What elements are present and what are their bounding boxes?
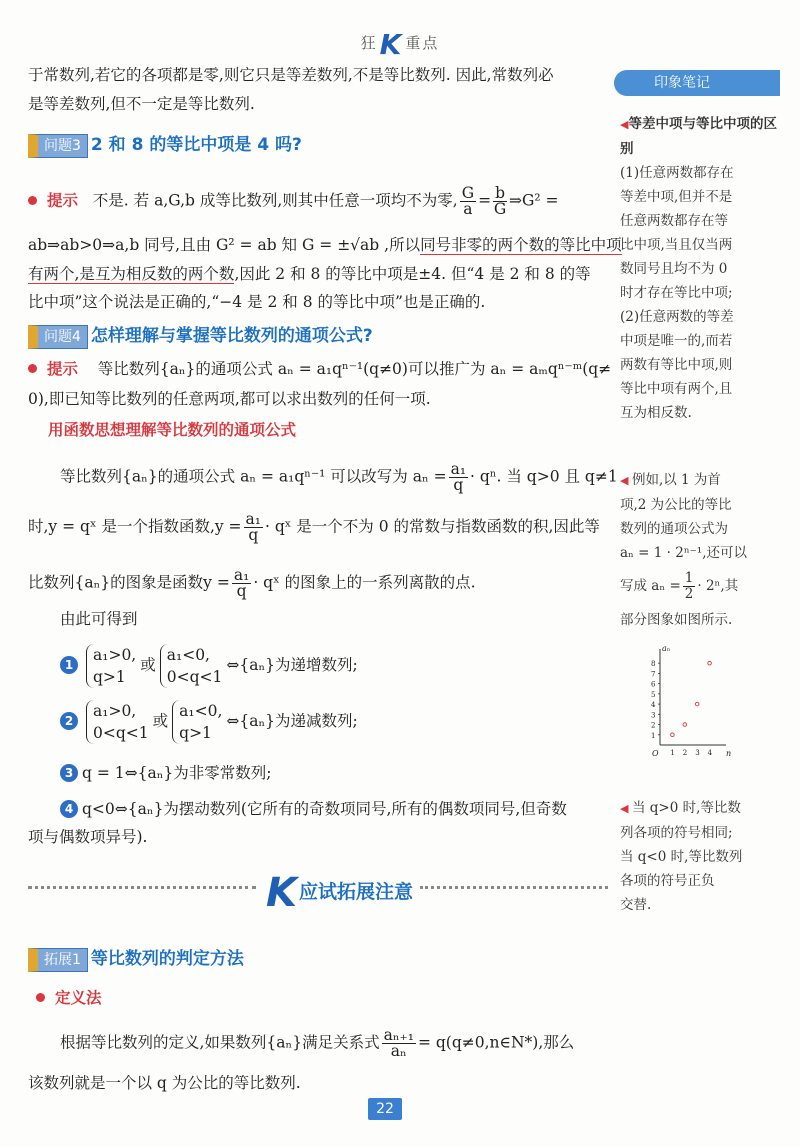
y-tick-label: 8 — [651, 660, 656, 669]
q4-para-3: 比数列{aₙ}的图象是函数y = $\frac{\text{a₁}}{q}$ · qˣ 的图象上的一系列离散的点. — [28, 566, 476, 600]
y-tick-label: 5 — [651, 690, 656, 699]
y-tick-label: 4 — [651, 701, 656, 710]
sidebar-note-3 — [620, 796, 780, 917]
ext1-line-2: 该数列就是一个以 q 为公比的等比数列. — [28, 1074, 301, 1092]
question-3-tag: 问题3 — [28, 134, 88, 158]
q4-para-1: 等比数列{aₙ}的通项公式 aₙ = a₁qⁿ⁻¹ 可以改写为 aₙ = $\frac{\text{a₁}}{q}$ · qⁿ. 当 q>0 且 q≠1 — [60, 460, 618, 494]
triangle-marker-icon: ◀ — [620, 474, 632, 487]
bullet-dot-icon — [36, 993, 45, 1002]
sequence-scatter-chart — [640, 645, 730, 763]
sidebar-note-1 — [620, 112, 780, 425]
sidebar-line: 数列的通项公式为 — [620, 521, 728, 537]
q4-hint-line-1: 提示 等比数列{aₙ}的通项公式 aₙ = a₁qⁿ⁻¹(q≠0)可以推广为 aₙ = aₘqⁿ⁻ᵐ(q≠ — [28, 356, 608, 382]
extension-1-heading — [28, 946, 608, 972]
sidebar-line: (1)任意两数都存在 — [620, 165, 734, 181]
sidebar-line: 项,2 为公比的等比 — [620, 497, 732, 513]
section-title: K应试拓展注意 — [266, 870, 414, 916]
q4-para-2: 时,y = qˣ 是一个指数函数,y = $\frac{\text{a₁}}{q}$ · qˣ 是一个不为 0 的常数与指数函数的积,因此等 — [28, 510, 600, 544]
divider — [28, 886, 256, 889]
y-tick-label: 6 — [651, 680, 656, 689]
sidebar-line: 等比中项有两个,且 — [620, 381, 733, 397]
note-2-body — [620, 468, 780, 565]
data-point — [671, 733, 675, 737]
q4-line-2: 0),即已知等比数列的任意两项,都可以求出数列的任何一项. — [28, 390, 431, 408]
case-1: 1 a₁>0, q>1 或 a₁<0, 0<q<1 ⇔{aₙ}为递增数列; — [60, 644, 640, 688]
fraction-a1-over-q: $\frac{\text{a₁}}{q}$ — [233, 566, 250, 600]
x-tick-label: 2 — [682, 749, 688, 757]
note-3-body — [620, 796, 780, 917]
fraction-an1-over-an: $\frac{\text{aₙ₊₁}}{\text{aₙ}}$ — [383, 1026, 414, 1060]
sidebar-line: 交替. — [620, 897, 652, 913]
sidebar-line: 列各项的符号相同; — [620, 825, 733, 841]
case-4: 4 q<0⇔{aₙ}为摆动数列(它所有的奇数项同号,所有的偶数项同号,但奇数 — [60, 796, 610, 822]
sidebar-line: 任意两数都存在等 — [620, 213, 728, 229]
running-header — [0, 28, 800, 61]
header-k-logo: K — [379, 28, 404, 61]
sidebar-line: 中项是唯一的,而若 — [620, 333, 733, 349]
sidebar-line: aₙ = 1 · 2ⁿ⁻¹,还可以 — [620, 545, 748, 561]
sidebar-line: ◀ 当 q>0 时,等比数 — [620, 800, 741, 816]
bullet-dot-icon — [28, 196, 37, 205]
question-4-title: 怎样理解与掌握等比数列的通项公式? — [90, 326, 373, 346]
triangle-marker-icon: ◀ — [620, 118, 629, 131]
x-axis-label: n — [726, 749, 732, 758]
case-3: 3 q = 1⇔{aₙ}为非零常数列; — [60, 760, 640, 786]
y-axis-label: aₙ — [662, 644, 671, 653]
note-1-title: ◀等差中项与等比中项的区别 — [620, 116, 777, 157]
extension-1-title: 等比数列的判定方法 — [90, 949, 244, 969]
section-banner — [28, 868, 608, 916]
origin-label: O — [652, 749, 659, 758]
data-point — [695, 702, 699, 706]
sidebar-line: 当 q<0 时,等比数列 — [620, 849, 743, 865]
q3-line-4: 比中项”这个说法是正确的,“−4 是 2 和 8 的等比中项”也是正确的. — [28, 293, 486, 311]
data-point — [683, 723, 687, 727]
k-logo-icon: K — [266, 870, 297, 916]
extension-1-tag: 拓展1 — [28, 948, 88, 972]
y-tick-label: 1 — [651, 731, 656, 740]
underlined-text: 同号非零的两个数的等比中项 — [420, 236, 622, 254]
sidebar-line: 数同号且均不为 0 — [620, 261, 728, 277]
q3-hint-line-1: 提示 不是. 若 a,G,b 成等比数列,则其中任意一项均不为零, $\frac{G}{a}$ = $\frac{b}{G}$ ⇒G² = — [28, 186, 608, 217]
x-tick-label: 4 — [707, 749, 713, 757]
note-1-body — [620, 161, 780, 425]
y-tick-label: 7 — [651, 670, 656, 679]
divider — [420, 886, 608, 889]
number-badge-icon: 4 — [60, 800, 78, 818]
hint-label: 提示 — [47, 360, 79, 378]
y-tick-label: 3 — [651, 711, 656, 720]
sidebar-line: (2)任意两数的等差 — [620, 309, 734, 325]
data-point — [708, 661, 712, 665]
method-heading: 定义法 — [36, 985, 616, 1011]
ext1-line-1: 根据等比数列的定义,如果数列{aₙ}满足关系式 $\frac{\text{aₙ₊₁}}{\text{aₙ}}$ = q(q≠0,n∈N*),那么 — [60, 1026, 575, 1060]
number-badge-icon: 3 — [60, 764, 78, 782]
number-badge-icon: 2 — [60, 712, 78, 730]
fraction-a1-over-q: $\frac{\text{a₁}}{q}$ — [245, 510, 262, 544]
question-3-heading — [28, 132, 608, 158]
intro-line-2: 是等差数列,但不一定是等比数列. — [28, 95, 255, 113]
fraction-a1-over-q: $\frac{\text{a₁}}{q}$ — [450, 460, 467, 494]
q4-subheading: 用函数思想理解等比数列的通项公式 — [48, 421, 297, 439]
q3-line-2: ab⇒ab>0⇒a,b 同号,且由 G² = ab 知 G = ±√ab ,所以同号非零的两个数的等比中项 — [28, 236, 622, 254]
intro-line-1: 于常数列,若它的各项都是零,则它只是等差数列,不是等比数列. 因此,常数列必 — [28, 66, 554, 84]
x-tick-label: 1 — [670, 749, 675, 757]
header-left: 狂 — [360, 34, 378, 52]
hint-label: 提示 — [47, 191, 79, 210]
sidebar-line: ◀ 例如,以 1 为首 — [620, 472, 721, 488]
question-4-tag: 问题4 — [28, 325, 88, 349]
underlined-text: 有两个,是互为相反数的两个数 — [28, 265, 235, 283]
case-2: 2 a₁>0, 0<q<1 或 a₁<0, q>1 ⇔{aₙ}为递减数列; — [60, 700, 640, 744]
fraction-g-over-a: $\frac{G}{a}$ — [461, 184, 475, 218]
fraction-b-over-g: $\frac{b}{G}$ — [493, 184, 507, 218]
sidebar-header: 印象笔记 — [614, 70, 780, 96]
sidebar-line: 等差中项,但并不是 — [620, 189, 733, 205]
sidebar-note-2 — [620, 468, 780, 632]
sidebar-line: 时才存在等比中项; — [620, 285, 733, 301]
page-number: 22 — [368, 1098, 402, 1120]
y-tick-label: 2 — [651, 721, 656, 730]
question-3-title: 2 和 8 的等比中项是 4 吗? — [90, 135, 302, 155]
q3-line-3: 有两个,是互为相反数的两个数,因此 2 和 8 的等比中项是±4. 但“4 是 2 和 8 的等 — [28, 265, 591, 283]
sidebar-line: 互为相反数. — [620, 405, 692, 421]
triangle-marker-icon: ◀ — [620, 802, 632, 815]
note-2-write: 写成 aₙ = $\frac{1}{2}$ · 2ⁿ,其 — [620, 570, 739, 602]
number-badge-icon: 1 — [60, 656, 78, 674]
sidebar-line: 两数有等比中项,则 — [620, 357, 733, 373]
note-2-last: 部分图象如图所示. — [620, 612, 733, 628]
case-4-cont: 项与偶数项异号). — [28, 828, 148, 846]
sidebar-line: 比中项,当且仅当两 — [620, 237, 733, 253]
header-right: 重点 — [405, 34, 440, 52]
fraction-half: $\frac{1}{2}$ — [684, 570, 694, 602]
question-4-heading — [28, 323, 608, 349]
x-tick-label: 3 — [695, 749, 700, 757]
sidebar-line: 各项的符号正负 — [620, 873, 715, 889]
bullet-dot-icon — [28, 364, 37, 373]
q4-thus: 由此可得到 — [60, 610, 138, 628]
